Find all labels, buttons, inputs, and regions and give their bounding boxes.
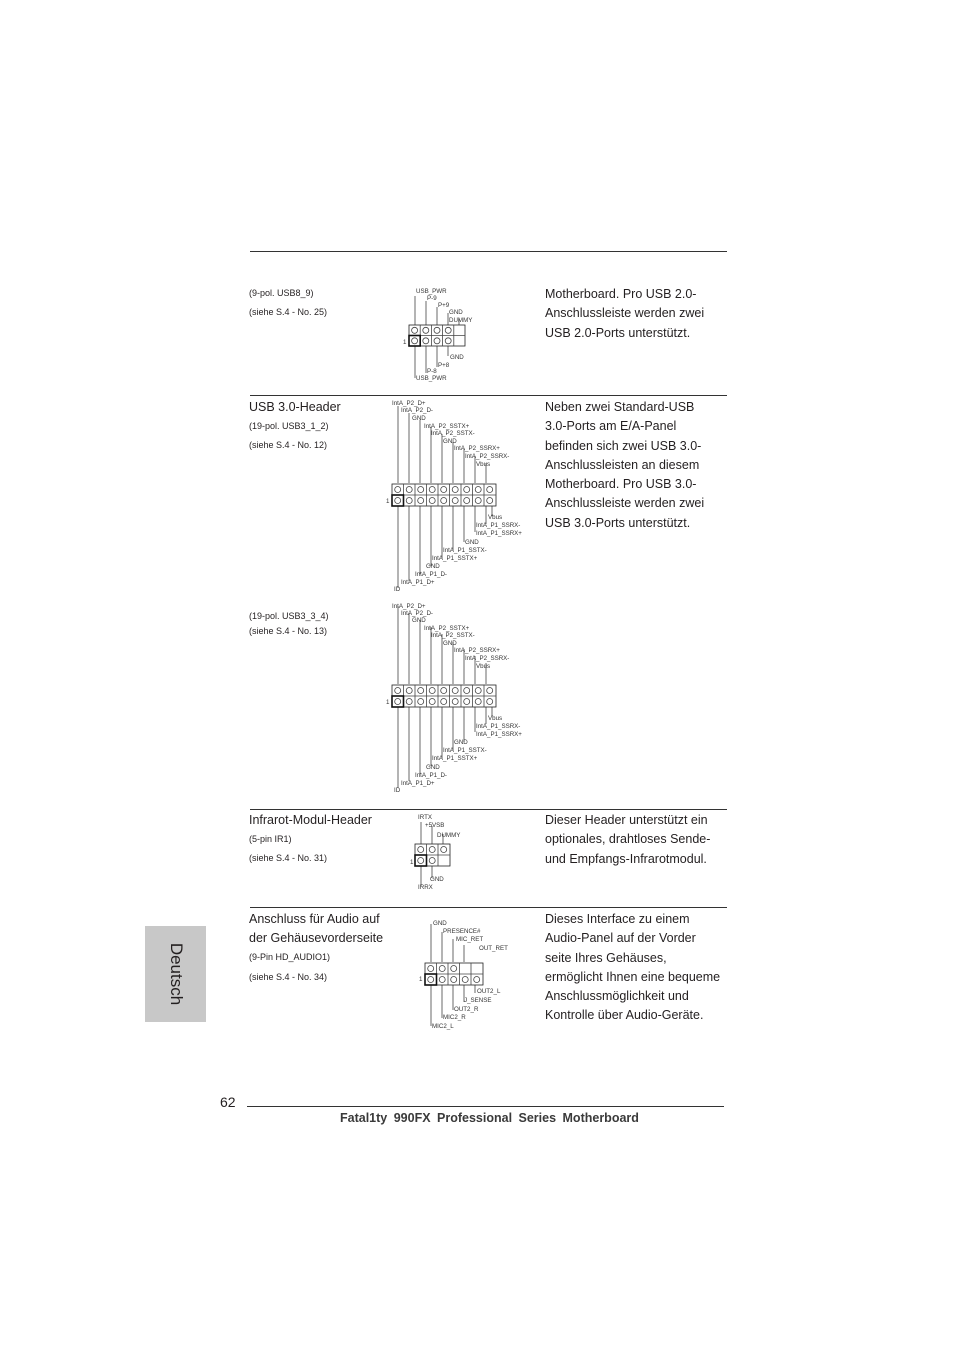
usb30b-top-label-9: Vbus [476,663,491,670]
audio-title-line-2: der Gehäusevorderseite [249,931,384,945]
usb20-bottom-label-3: P-8 [427,368,437,375]
usb30b-bottom-label-9: IntA_P1_D+ [401,780,435,787]
page-number: 62 [220,1094,236,1110]
usb20-header-diagram [395,284,505,384]
usb30a-top-label-9: Vbus [476,461,491,468]
usb30b-top-label-3: GND [412,617,426,624]
usb30-pin-count-a: (19-pol. USB3_1_2) [249,421,329,431]
usb30a-bottom-label-5: IntA_P1_SSTX- [443,547,487,554]
usb20-pin1-marker: 1 [403,339,407,346]
usb30b-bottom-label-2: IntA_P1_SSRX- [476,723,521,730]
audio-reference: (siehe S.4 - No. 34) [249,972,328,982]
usb30b-top-label-7: IntA_P2_SSRX+ [454,647,500,654]
divider [250,907,727,908]
audio-pin-count: (9-Pin HD_AUDIO1) [249,952,331,962]
usb30-title: USB 3.0-Header [249,400,341,414]
usb30-header-diagram-b [385,598,525,794]
usb30a-bottom-label-8: IntA_P1_D- [415,571,447,578]
usb30a-top-label-7: IntA_P2_SSRX+ [454,445,500,452]
usb30-reference-a: (siehe S.4 - No. 12) [249,440,328,450]
usb30b-top-label-5: IntA_P2_SSTX- [431,632,475,639]
language-side-tab [145,926,206,1022]
usb30a-pin1-marker: 1 [386,498,390,505]
audio-title-line-1: Anschluss für Audio auf [249,912,380,926]
audio-top-label-3: MIC_RET [456,936,484,943]
usb30a-bottom-label-6: IntA_P1_SSTX+ [432,555,478,562]
usb20-top-label-4: GND [449,309,463,316]
usb30a-top-label-8: IntA_P2_SSRX- [465,453,510,460]
usb30b-top-label-4: IntA_P2_SSTX+ [424,625,470,632]
usb30-header-diagram-a [385,398,525,594]
usb20-bottom-label-4: USB_PWR [416,375,447,382]
language-side-tab-label: Deutsch [166,942,186,1006]
usb30b-bottom-label-5: IntA_P1_SSTX- [443,747,487,754]
usb30b-top-label-2: IntA_P2_D- [401,610,433,617]
usb30a-bottom-label-4: GND [465,539,479,546]
usb30a-top-label-3: GND [412,415,426,422]
footer-title: Fatal1ty 990FX Professional Series Motherboard [340,1111,639,1125]
ir-bottom-label-2: IRRX [418,884,433,891]
ir-bottom-label-1: GND [430,876,444,883]
usb20-reference: (siehe S.4 - No. 25) [249,307,328,317]
audio-bottom-label-1: OUT2_L [477,988,501,995]
audio-bottom-label-2: J_SENSE [464,997,492,1004]
usb30a-bottom-label-3: IntA_P1_SSRX+ [476,530,522,537]
usb20-top-label-5: DUMMY [449,317,473,324]
usb30b-top-label-8: IntA_P2_SSRX- [465,655,510,662]
usb30a-bottom-label-9: IntA_P1_D+ [401,579,435,586]
usb30-description: Neben zwei Standard-USB 3.0-Ports am E/A-Panel befinden sich zwei USB 3.0- Anschlussleisten an diesem Motherboard. Pro USB 3.0- Anschlussleiste werden zwei USB 3.0-Ports unterstützt. [545,400,705,530]
usb30a-top-label-6: GND [443,438,457,445]
divider [250,809,727,810]
audio-description: Dieses Interface zu einem Audio-Panel auf der Vorder seite Ihres Gehäuses, ermöglicht Ihnen eine bequeme Anschlussmöglichkeit und Kontrolle über Audio-Geräte. [545,912,721,1023]
footer-rule [247,1106,724,1107]
usb30b-bottom-label-10: ID [394,787,401,794]
audio-pin1-marker: 1 [419,976,423,983]
usb20-top-label-3: P+9 [438,302,450,309]
usb30b-bottom-label-6: IntA_P1_SSTX+ [432,755,478,762]
usb30b-top-label-6: GND [443,640,457,647]
usb20-pin-count: (9-pol. USB8_9) [249,288,314,298]
usb30b-bottom-label-3: IntA_P1_SSRX+ [476,731,522,738]
top-rule [250,251,727,252]
audio-top-label-2: PRESENCE# [443,928,481,935]
usb30a-bottom-label-10: ID [394,586,401,593]
usb20-top-label-2: P-9 [427,295,437,302]
usb30b-bottom-label-4: GND [454,739,468,746]
usb30b-bottom-label-1: Vbus [488,715,503,722]
usb20-bottom-label-1: GND [450,354,464,361]
ir-top-label-3: DUMMY [437,832,461,839]
usb30a-bottom-label-2: IntA_P1_SSRX- [476,522,521,529]
audio-bottom-label-3: OUT2_R [454,1006,479,1013]
usb20-top-label-1: USB_PWR [416,288,447,295]
ir-pin1-marker: 1 [410,859,414,866]
audio-top-label-4: OUT_RET [479,945,508,952]
usb30a-bottom-label-7: GND [426,563,440,570]
audio-bottom-label-5: MIC2_L [432,1023,454,1030]
usb30-pin-count-b: (19-pol. USB3_3_4) [249,611,329,621]
ir-title: Infrarot-Modul-Header [249,813,372,827]
usb30b-bottom-label-7: GND [426,764,440,771]
audio-top-label-1: GND [433,920,447,927]
divider [250,395,727,396]
ir-top-label-1: IRTX [418,814,432,821]
usb30a-bottom-label-1: Vbus [488,514,503,521]
audio-bottom-label-4: MIC2_R [443,1014,466,1021]
usb20-description: Motherboard. Pro USB 2.0- Anschlussleiste werden zwei USB 2.0-Ports unterstützt. [545,287,705,340]
usb30a-top-label-1: IntA_P2_D+ [392,400,426,407]
usb30a-top-label-5: IntA_P2_SSTX- [431,430,475,437]
usb30a-top-label-2: IntA_P2_D- [401,407,433,414]
ir-header-diagram [408,812,478,892]
usb20-bottom-label-2: P+8 [438,362,450,369]
ir-top-label-2: +5VSB [425,822,445,829]
usb30b-top-label-1: IntA_P2_D+ [392,603,426,610]
usb30b-bottom-label-8: IntA_P1_D- [415,772,447,779]
ir-reference: (siehe S.4 - No. 31) [249,853,328,863]
usb30b-pin1-marker: 1 [386,699,390,706]
ir-pin-count: (5-pin IR1) [249,834,292,844]
audio-header-diagram [418,914,528,1034]
usb30a-top-label-4: IntA_P2_SSTX+ [424,423,470,430]
ir-description: Dieser Header unterstützt ein optionales, drahtloses Sende- und Empfangs-Infrarotmodul. [545,813,711,866]
usb30-reference-b: (siehe S.4 - No. 13) [249,626,328,636]
